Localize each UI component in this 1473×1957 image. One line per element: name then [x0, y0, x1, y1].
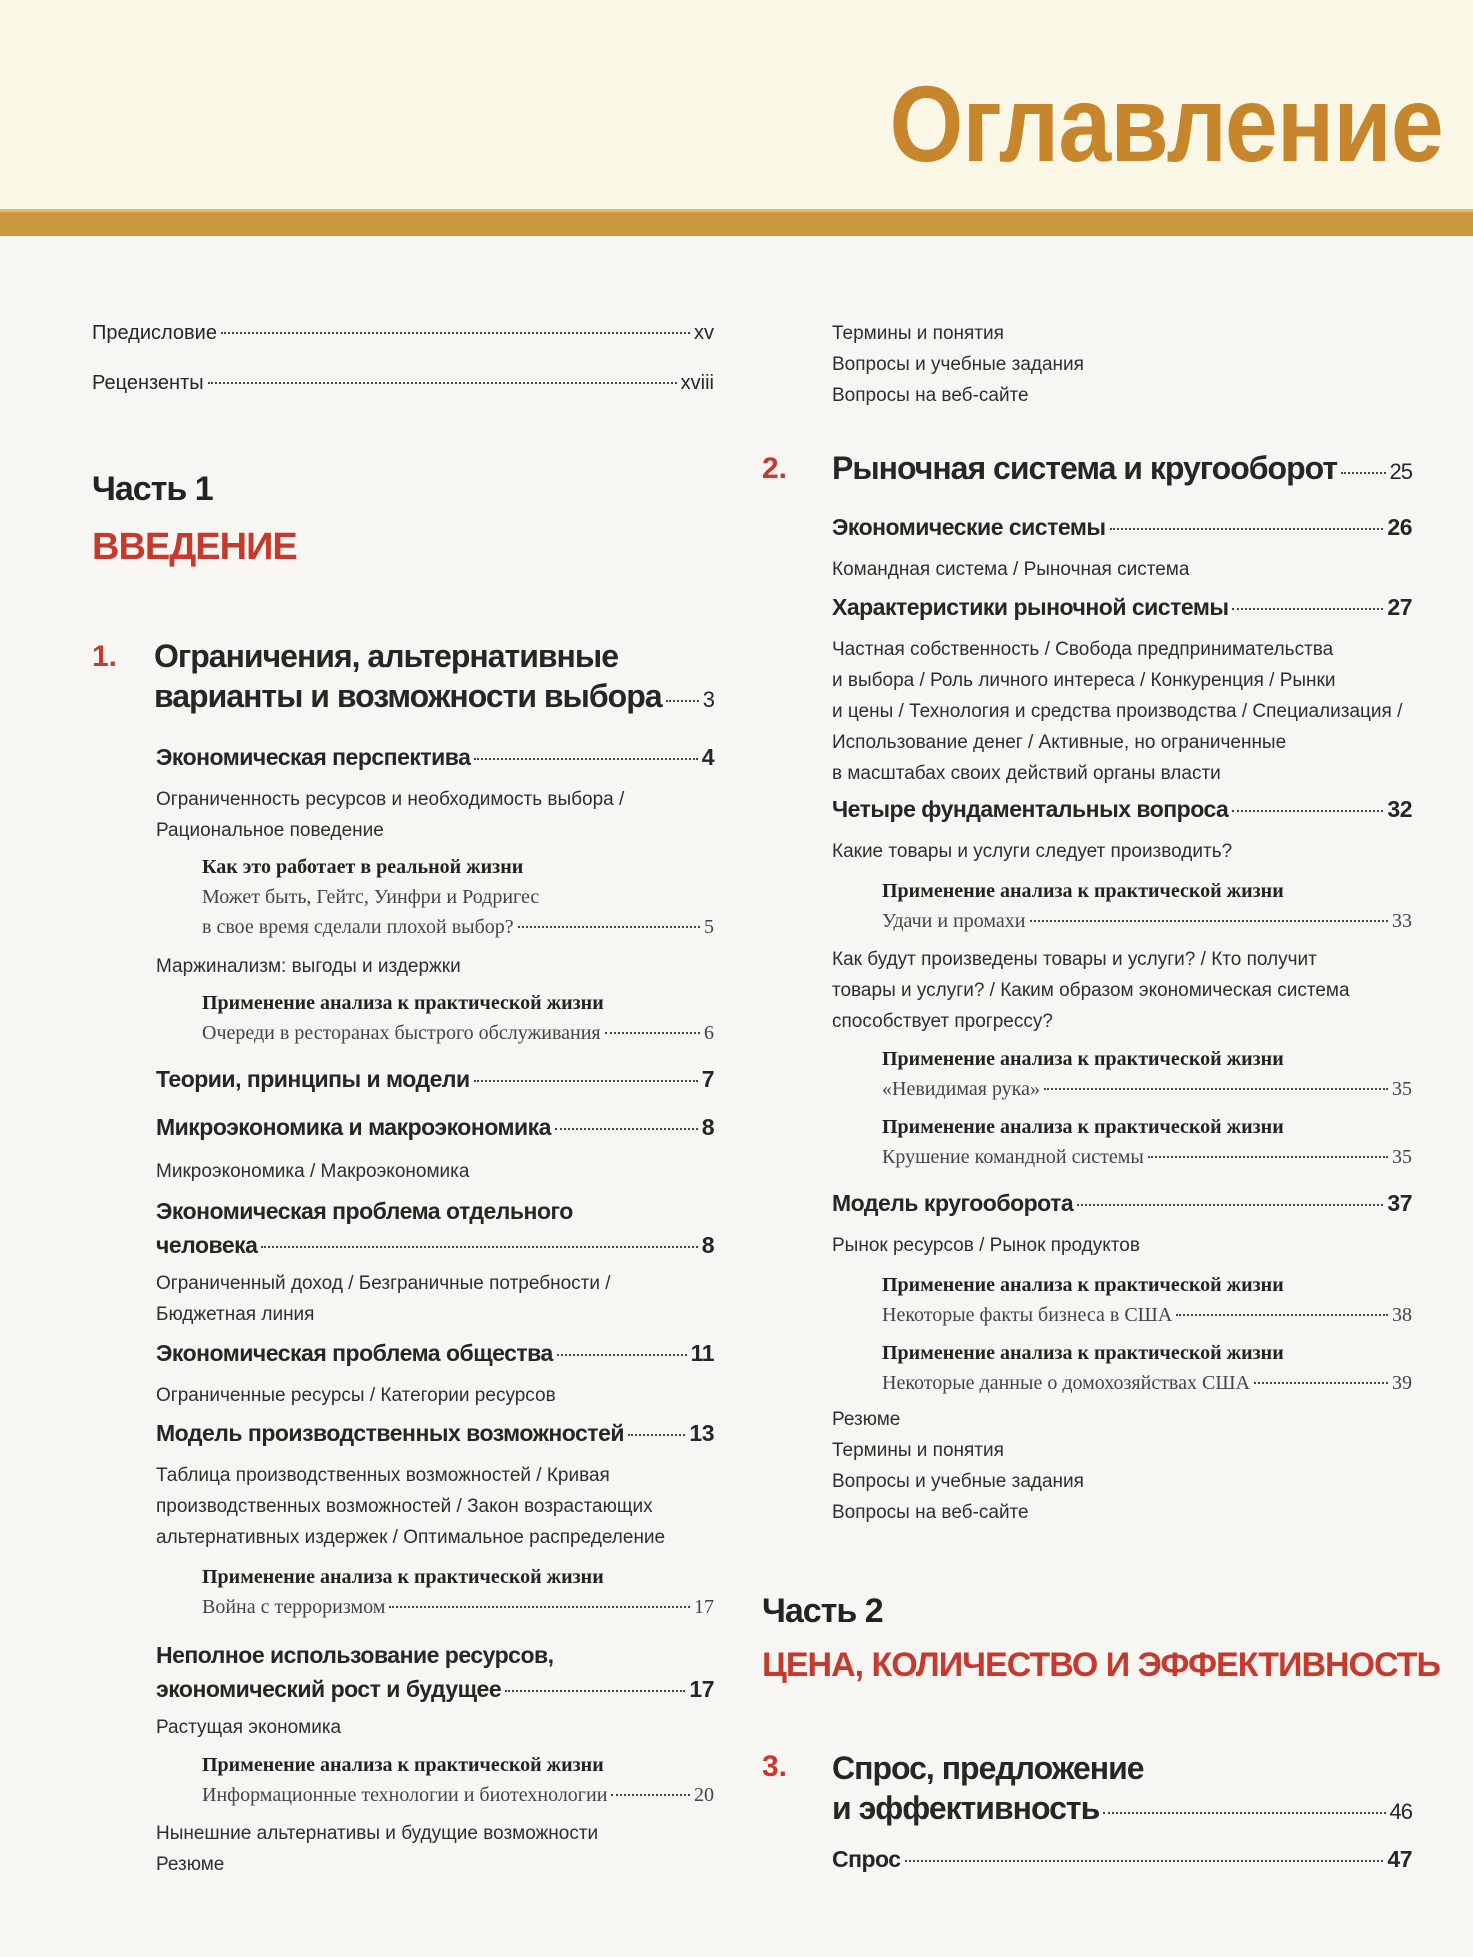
section-entry[interactable]: Экономическая перспектива 4 [156, 744, 714, 770]
subsection-text: Нынешние альтернативы и будущие возможности Резюме [156, 1823, 599, 1875]
chapter-number: 3. [762, 1750, 788, 1783]
section-entry[interactable]: Экономическая проблема общества 11 [156, 1340, 714, 1366]
section-entry[interactable]: Теории, принципы и модели 7 [156, 1066, 714, 1092]
section-entry[interactable]: Экономические системы 26 [832, 514, 1412, 540]
subsection-text: Ограниченность ресурсов и необходимость выбора / Рациональное поведение [156, 789, 625, 841]
subsection-text: Таблица производственных возможностей / Кривая производственных возможностей / Закон возрастающих альтернативных издержек / Оптимальное распределение [156, 1465, 666, 1548]
subsection-text: Частная собственность / Свобода предпринимательства и выбора / Роль личного интереса / Конкуренция / Рынки и цены / Технология и средства производства / Специализация / Использование денег / Активные, но ограниченные в масштабах своих действий органы власти [832, 639, 1403, 784]
chapter-number: 1. [92, 640, 118, 673]
chapter-title[interactable]: Спрос, предложение и эффективность 46 [832, 1750, 1412, 1826]
section-entry[interactable]: Неполное использование ресурсов, экономический рост и будущее 17 [156, 1642, 714, 1702]
page-title: Оглавление [889, 63, 1443, 184]
subsection-text: Маржинализм: выгоды и издержки [156, 956, 461, 977]
subsection-text: Ограниченные ресурсы / Категории ресурсов [156, 1385, 556, 1406]
sidebar-box-entry[interactable]: Применение анализа к практической жизни Крушение командной системы 35 [882, 1116, 1412, 1168]
chapter-title[interactable]: Рыночная система и кругооборот 25 [832, 450, 1412, 486]
section-entry[interactable]: Характеристики рыночной системы 27 [832, 594, 1412, 620]
section-entry[interactable]: Спрос 47 [832, 1846, 1412, 1872]
chapter-title[interactable]: Ограничения, альтернативные варианты и возможности выбора 3 [154, 638, 714, 714]
toc-entry-reviewers[interactable]: Рецензенты xviii [92, 372, 714, 394]
sidebar-box-entry[interactable]: Применение анализа к практической жизни Некоторые факты бизнеса в США 38 [882, 1274, 1412, 1326]
subsection-text: Командная система / Рыночная система [832, 559, 1190, 580]
section-entry[interactable]: Четыре фундаментальных вопроса 32 [832, 796, 1412, 822]
sidebar-box-entry[interactable]: Применение анализа к практической жизни Очереди в ресторанах быстрого обслуживания 6 [202, 992, 714, 1044]
part-name: ЦЕНА, КОЛИЧЕСТВО И ЭФФЕКТИВНОСТЬ [762, 1646, 1440, 1684]
sidebar-box-entry[interactable]: Применение анализа к практической жизни Информационные технологии и биотехнологии 20 [202, 1754, 714, 1806]
section-entry[interactable]: Микроэкономика и макроэкономика 8 [156, 1114, 714, 1140]
left-column [92, 0, 714, 1957]
sidebar-box-entry[interactable]: Как это работает в реальной жизни Может быть, Гейтс, Уинфри и Родригес в свое время сделали плохой выбор? 5 [202, 856, 714, 938]
subsection-text: Рынок ресурсов / Рынок продуктов [832, 1235, 1140, 1256]
subsection-text: Какие товары и услуги следует производить? [832, 841, 1233, 862]
section-entry[interactable]: Экономическая проблема отдельного человека 8 [156, 1198, 714, 1258]
subsection-text: Растущая экономика [156, 1717, 342, 1738]
subsection-text: Как будут произведены товары и услуги? / Кто получит товары и услуги? / Каким образом экономическая система способствует прогрессу? [832, 949, 1350, 1032]
part-label: Часть 1 [92, 470, 213, 508]
sidebar-box-entry[interactable]: Применение анализа к практической жизни «Невидимая рука» 35 [882, 1048, 1412, 1100]
toc-entry-preface[interactable]: Предисловие xv [92, 322, 714, 344]
right-column [762, 0, 1440, 1957]
section-entry[interactable]: Модель производственных возможностей 13 [156, 1420, 714, 1446]
subsection-text: Ограниченный доход / Безграничные потребности / Бюджетная линия [156, 1273, 611, 1325]
part-name: ВВЕДЕНИЕ [92, 526, 297, 568]
subsection-text: Микроэкономика / Макроэкономика [156, 1161, 470, 1182]
sidebar-box-entry[interactable]: Применение анализа к практической жизни Война с терроризмом 17 [202, 1566, 714, 1618]
subsection-text: Термины и понятия Вопросы и учебные задания Вопросы на веб-сайте [832, 323, 1084, 406]
chapter-number: 2. [762, 452, 788, 485]
sidebar-box-entry[interactable]: Применение анализа к практической жизни Удачи и промахи 33 [882, 880, 1412, 932]
sidebar-box-entry[interactable]: Применение анализа к практической жизни Некоторые данные о домохозяйствах США 39 [882, 1342, 1412, 1394]
section-entry[interactable]: Модель кругооборота 37 [832, 1190, 1412, 1216]
subsection-text: Резюме Термины и понятия Вопросы и учебные задания Вопросы на веб-сайте [832, 1409, 1084, 1523]
part-label: Часть 2 [762, 1592, 883, 1630]
